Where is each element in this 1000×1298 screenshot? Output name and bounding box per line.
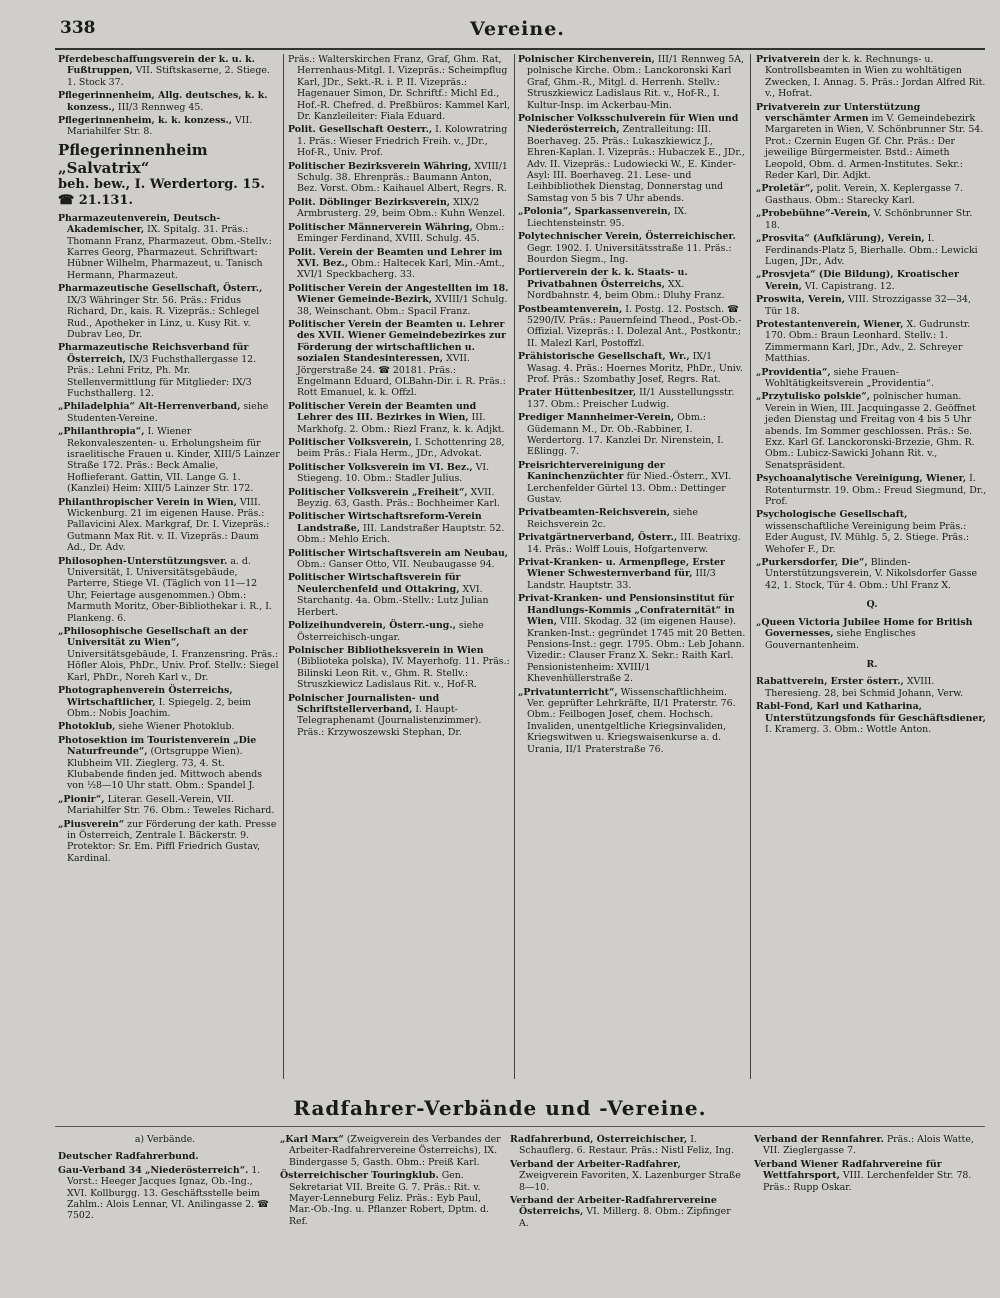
directory-entry bbox=[288, 620, 510, 643]
directory-entry bbox=[288, 124, 510, 158]
entry-body: VII. Mariahilfer Str. 8. bbox=[67, 115, 253, 138]
directory-entry bbox=[58, 213, 280, 281]
entry-title: Gau-Verband 34 „Niederösterreich“. bbox=[58, 1164, 249, 1176]
directory-entry bbox=[288, 645, 510, 691]
entry-title: Privatgärtnerverband, Österr., bbox=[518, 532, 678, 544]
section-column-2 bbox=[280, 1134, 502, 1284]
entry-body: III. Markhofg. 2. Obm.: Riezl Franz, k. k. Adjkt. bbox=[297, 412, 505, 435]
entry-title: Postbeamtenverein, bbox=[518, 303, 623, 315]
entry-title: Pflegerinnenheim „Salvatrix“ bbox=[58, 140, 208, 177]
directory-entry bbox=[288, 247, 510, 281]
section-column-1 bbox=[58, 1134, 272, 1284]
entry-title: Photosektion im Touristenverein „Die Naturfreunde“, bbox=[58, 734, 257, 758]
entry-title: Polytechnischer Verein, Österreichischer. bbox=[518, 231, 736, 243]
entry-title: „Pionir“, bbox=[58, 793, 105, 805]
directory-entry bbox=[518, 304, 746, 350]
entry-title: Rabattverein, Erster österr., bbox=[756, 676, 904, 688]
entry-title: Prater Hüttenbesitzer, bbox=[518, 387, 637, 399]
directory-entry bbox=[756, 557, 988, 591]
entry-title: Pharmazeutenverein, Deutsch-Akademischer, bbox=[58, 212, 221, 236]
page-header bbox=[0, 18, 1000, 48]
directory-entry bbox=[756, 676, 988, 699]
entry-title: Radfahrerbund, Österreichischer, bbox=[510, 1134, 688, 1145]
entry-title: Österreichischer Touringklub. bbox=[280, 1170, 439, 1182]
entry-body: IX/3 Fuchsthallergasse 12. Präs.: Lehni Fritz, Ph. Mr. Stellenvermittlung für Mitglieder: IX/3 Fuchsthallerg. 12. bbox=[67, 353, 257, 399]
directory-entry bbox=[58, 685, 280, 719]
entry-body: III. Landstraßer Hauptstr. 52. Obm.: Mehlo Erich. bbox=[297, 522, 505, 546]
entry-title: Politischer Verein der Beamten und Lehrer des III. Bezirkes in Wien, bbox=[288, 400, 477, 424]
directory-entry bbox=[756, 599, 988, 610]
entry-title: Photoklub, bbox=[58, 721, 116, 733]
directory-entry bbox=[518, 267, 746, 301]
directory-entry bbox=[280, 1170, 502, 1227]
entry-title: Privatverein bbox=[756, 54, 821, 65]
entry-title: Politischer Bezirksverein Währing, bbox=[288, 160, 472, 172]
directory-entry bbox=[288, 572, 510, 618]
entry-body: I. Kramerg. 3. Obm.: Wottle Anton. bbox=[765, 723, 932, 735]
entry-body: XVII. Jörgerstraße 24. ☎ 20181. Präs.: Engelmann Eduard, OLBahn-Dir. i. R. Präs.: Rott Emanuel, k. k. Offzl. bbox=[297, 353, 506, 399]
entry-title: Photographenverein Österreichs, Wirtschaftlicher, bbox=[58, 685, 233, 708]
entry-body: X. Gudrunstr. 170. Obm.: Braun Leonhard. Stellv.: 1. Zimmermann Karl, JDr., Adv., 2. Schreyer Matthias. bbox=[765, 318, 971, 365]
entry-body: III/3 Rennweg 45. bbox=[117, 101, 204, 113]
section-heading: Radfahrer-Verbände und -Vereine. bbox=[293, 1096, 707, 1120]
entry-title: Pferdebeschaffungsverein der k. u. k. Fußtruppen, bbox=[58, 54, 255, 77]
entry-body: Literar. Gesell.-Verein, VII. Mariahilfer Str. 76. Obm.: Teweles Richard. bbox=[67, 793, 275, 817]
directory-entry bbox=[754, 1159, 988, 1193]
column-divider bbox=[514, 54, 515, 1079]
entry-title: Politischer Verein der Angestellten im 18. Wiener Gemeinde-Bezirk, bbox=[288, 282, 509, 306]
entry-body: III. Beatrixg. 14. Präs.: Wolff Louis, Hofgartenverw. bbox=[527, 532, 741, 555]
directory-entry bbox=[288, 197, 510, 220]
column-3 bbox=[518, 54, 746, 1079]
column-divider bbox=[283, 54, 284, 1079]
entry-body: 1. Vorst.: Heeger Jacques Ignaz, Ob.-Ing., XVI. Kollburgg. 13. Geschäftsstelle beim Zahlm.: Alois Lennar, VI. Anilingasse 2. ☎ 7502. bbox=[67, 1164, 269, 1222]
directory-entry bbox=[518, 412, 746, 458]
directory-entry bbox=[58, 497, 280, 554]
entry-title: R. bbox=[866, 658, 878, 670]
directory-entry bbox=[288, 283, 510, 317]
entry-title: Polnischer Volksschulverein für Wien und Niederösterreich, bbox=[518, 113, 739, 136]
directory-entry bbox=[510, 1195, 742, 1229]
directory-entry bbox=[280, 1134, 502, 1168]
entry-body: Blinden-Unterstützungsverein, V. Nikolsdorfer Gasse 42, 1. Stock, Tür 4. Obm.: Uhl Franz X. bbox=[765, 557, 978, 591]
entry-title: „Privatunterricht“, bbox=[518, 686, 618, 698]
directory-entry bbox=[756, 319, 988, 365]
entry-body: VIII. Lerchenfelder Str. 78. Präs.: Rupp Oskar. bbox=[763, 1170, 972, 1193]
entry-title: Pharmazeutische Reichsverband für Österreich, bbox=[58, 342, 249, 365]
entry-body: (Ortsgruppe Wien). Klubheim VII. Zieglerg. 73, 4. St. Klubabende finden jed. Mittwoch abends von ½8—10 Uhr statt. Obm.: Spandel J. bbox=[67, 746, 263, 792]
entry-title: Privat-Kranken- u. Armenpflege, Erster Wiener Schwesternverband für, bbox=[518, 557, 725, 580]
entry-title: Preisrichtervereinigung der Kaninchenzüchter bbox=[518, 459, 665, 483]
directory-entry bbox=[756, 367, 988, 390]
directory-entry bbox=[756, 183, 988, 206]
directory-entry bbox=[754, 1134, 988, 1157]
entry-body: (Zweigverein des Verbandes der Arbeiter-Radfahrervereine Österreichs), IX. Bindergasse 5, Gasth. Obm.: Preiß Karl. bbox=[289, 1134, 501, 1168]
section-rule bbox=[55, 1126, 985, 1127]
entry-title: „Prosvjeta“ (Die Bildung), Kroatischer Verein, bbox=[756, 269, 959, 292]
entry-body: I. Rotenturmstr. 19. Obm.: Freud Siegmund, Dr., Prof. bbox=[765, 473, 987, 508]
directory-entry bbox=[58, 1134, 272, 1145]
entry-body: I. Haupt-Telegraphenamt (Journalistenzimmer). Präs.: Krzywoszewski Stephan, Dr. bbox=[297, 703, 482, 738]
entry-body: Präs.: Alois Watte, VII. Zieglergasse 7. bbox=[763, 1134, 974, 1157]
entry-body: IX. Spitalg. 31. Präs.: Thomann Franz, Pharmazeut. Obm.-Stellv.: Karres Georg, Pharmazeut. Schriftwart: Hübner Wilhelm, Pharmazeut, u. Tanisch Hermann, Pharmazeut. bbox=[67, 224, 272, 281]
entry-body: Zweigverein Favoriten, X. Lazenburger Straße 8—10. bbox=[519, 1170, 741, 1193]
section-column-4 bbox=[754, 1134, 988, 1284]
entry-body: XX. Nordbahnstr. 4, beim Obm.: Dluhy Franz. bbox=[527, 278, 725, 302]
entry-title: „Philosophische Gesellschaft an der Universität zu Wien“, bbox=[58, 626, 248, 649]
directory-entry bbox=[58, 819, 280, 865]
entry-body: Obm.: Güdemann M., Dr. Ob.-Rabbiner, I. Werdertorg. 17. Kanzlei Dr. Nirenstein, I. Eßlingg. 7. bbox=[527, 412, 724, 458]
entry-title: Politischer Wirtschaftsverein für Neulerchenfeld und Ottakring, bbox=[288, 572, 461, 595]
directory-entry bbox=[58, 626, 280, 683]
entry-body: IX. Liechtensteinstr. 95. bbox=[527, 206, 688, 229]
entry-title: Psychologische Gesellschaft, bbox=[756, 509, 908, 521]
entry-body: III/1 Rennweg 5A, polnische Kirche. Obm.: Lanckoronski Karl Graf, Ghm.-R., Mitgl. d. Herrenh. Stellv.: Struszkiewicz Ladislaus Rit. v., Hof-R., I. Kultur-Insp. im Ackerbau-Min. bbox=[527, 54, 745, 111]
entry-body: I. Kolowratring 1. Präs.: Wieser Friedrich Freih. v., JDr., Hof-R., Univ. Prof. bbox=[297, 124, 508, 159]
entry-body: VI. Stiegeng. 10. Obm.: Stadler Julius. bbox=[297, 461, 490, 485]
entry-title: Rabl-Fond, Karl und Katharina, Unterstützungsfonds für Geschäftsdiener, bbox=[756, 701, 986, 724]
directory-entry bbox=[518, 557, 746, 591]
entry-title: „Prosvita“ (Aufklärung), Verein, bbox=[756, 233, 925, 245]
entry-body: Universitätsgebäude, I. Franzensring. Präs.: Höfler Alois, PhDr., Univ. Prof. Stellv.: Siegel Karl, PhDr., Noreh Karl v., Dr. bbox=[67, 648, 279, 683]
entry-body: siehe Englisches Gouvernantenheim. bbox=[765, 628, 916, 651]
directory-entry bbox=[756, 54, 988, 100]
directory-entry bbox=[288, 161, 510, 195]
entry-title: Deutscher Radfahrerbund. bbox=[58, 1151, 199, 1163]
entry-body: polnischer human. Verein in Wien, III. Jacquingasse 2. Geöffnet jeden Dienstag und Freitag von 4 bis 5 Uhr abends. Im Sommer geschlossen. Präs.: Se. Exz. Karl Gf. Lanckoronski-Brzezie, Ghm. R. Obm.: Lubicz-Sawicki Johann Rit. v., Senatspräsident. bbox=[765, 391, 976, 471]
directory-entry bbox=[58, 141, 280, 177]
entry-title: Pflegerinnenheim, k. k. konzess., bbox=[58, 115, 233, 127]
entry-title: „Przytulisko polskie“, bbox=[756, 391, 871, 403]
directory-entry bbox=[756, 701, 988, 735]
directory-entry bbox=[288, 693, 510, 739]
entry-title: Privatbeamten-Reichsverein, bbox=[518, 507, 670, 519]
directory-entry bbox=[58, 426, 280, 494]
directory-entry bbox=[518, 687, 746, 755]
entry-body: I. Postg. 12. Postsch. ☎ 5290/IV. Präs.: Pauernfeind Theod., Post-Ob.-Offizial. Vizepräs.: I. Dolezal Ant., Postkontr.; II. Malezl Karl, Postoffzl. bbox=[527, 303, 742, 349]
entry-title: beh. bew., I. Werdertorg. 15. ☎ 21.131. bbox=[58, 176, 265, 208]
entry-body: Zentralleitung: III. Boerhaveg. 25. Präs.: Lukaszkiewicz J., Ehren-Kaplan. I. Vizepräs.: Hubaczek E., JDr., Adv. II. Vizepräs.: Ludowiecki W., E. Kinder-Asyl: III. Boerhaveg. 21. Lese- und Leihbibliothek Dienstag, Donnerstag und Samstag von 5 bis 7 Uhr abends. bbox=[527, 124, 745, 204]
entry-body: XIX/2 Armbrusterg. 29, beim Obm.: Kuhn Wenzel. bbox=[297, 196, 506, 220]
entry-title: Politischer Verein der Beamten u. Lehrer des XVII. Wiener Gemeindebezirkes zur Förderung der wirtschaftlichen u. sozialen Standesinteressen, bbox=[288, 318, 506, 365]
directory-entry bbox=[510, 1134, 742, 1157]
directory-entry bbox=[756, 617, 988, 651]
entry-body: zur Förderung der kath. Presse in Österreich, Zentrale I. Bäckerstr. 9. Protektor: Sr. Em. Piffl Friedrich Gustav, Kardinal. bbox=[67, 818, 277, 864]
directory-entry bbox=[288, 54, 510, 122]
entry-title: Polnischer Journalisten- und Schriftstellerverband, bbox=[288, 692, 440, 715]
column-2 bbox=[288, 54, 510, 1079]
entry-title: „Polonia“, Sparkassenverein, bbox=[518, 206, 671, 218]
directory-entry bbox=[756, 659, 988, 670]
entry-body: siehe Wiener Photoklub. bbox=[118, 721, 235, 733]
entry-title: Politischer Wirtschaftsreform-Verein Landstraße, bbox=[288, 511, 482, 534]
entry-title: Politischer Volksverein im VI. Bez., bbox=[288, 461, 473, 473]
entry-title: Verband der Arbeiter-Radfahrer, bbox=[510, 1158, 681, 1170]
entry-body: wissenschaftliche Vereinigung beim Präs.: Eder August, IV. Mühlg. 5, 2. Stiege. Präs.: Wehofer F., Dr. bbox=[765, 520, 970, 555]
entry-title: „Piusverein“ bbox=[58, 818, 125, 830]
entry-body: V. Schönbrunner Str. 18. bbox=[765, 208, 973, 231]
directory-entry bbox=[288, 511, 510, 545]
directory-entry bbox=[518, 206, 746, 229]
directory-entry bbox=[58, 556, 280, 624]
entry-title: Psychoanalytische Vereinigung, Wiener, bbox=[756, 473, 967, 485]
entry-title: „Philanthropia“, bbox=[58, 426, 145, 438]
directory-entry bbox=[756, 473, 988, 507]
entry-title: „Philadelphia“ Alt-Herrenverband, bbox=[58, 401, 241, 413]
directory-entry bbox=[58, 177, 280, 209]
entry-title: Politischer Volksverein, bbox=[288, 437, 412, 448]
entry-title: Polit. Gesellschaft Oesterr., bbox=[288, 124, 433, 136]
entry-title: Polit. Döblinger Bezirksverein, bbox=[288, 196, 451, 208]
directory-entry bbox=[756, 391, 988, 471]
directory-entry bbox=[756, 208, 988, 231]
entry-body: a. d. Universität, I. Universitätsgebäude, Parterre, Stiege VI. (Täglich von 11—12 Uhr, Feiertage ausgenommen.) Obm.: Marmuth Moritz, Ober-Bibliothekar i. R., I. Plankeng. 6. bbox=[67, 555, 272, 624]
entry-title: Privat-Kranken- und Pensionsinstitut für Handlungs-Kommis „Confraternität“ in Wien, bbox=[518, 593, 735, 628]
entry-body: VIII. Wickenburg. 21 im eigenen Hause. Präs.: Pallavicini Alex. Markgraf, Dr. I. Vizepräs.: Gutmann Max Rit. v. II. Vizepräs.: Daum Ad., Dr. Adv. bbox=[67, 496, 270, 554]
running-title: Vereine. bbox=[470, 18, 565, 40]
entry-title: Proswita, Verein, bbox=[756, 294, 846, 306]
directory-entry bbox=[288, 319, 510, 399]
entry-body: Obm.: Ganser Otto, VII. Neubaugasse 94. bbox=[297, 559, 495, 571]
directory-entry bbox=[288, 548, 510, 571]
entry-body: siehe Österreichisch-ungar. bbox=[297, 620, 484, 643]
entry-body: I. Wiener Rekonvaleszenten- u. Erholungsheim für israelitische Frauen u. Kinder, XIII/5 Lainzer Straße 172. Präs.: Beck Amalie, Hoflieferant. Gattin, VII. Lange G. 1. (Kanzlei) Heim: XIII/5 Lainzer Str. 172. bbox=[67, 426, 280, 495]
directory-entry bbox=[756, 509, 988, 555]
entry-body: für Nied.-Österr., XVI. Lerchenfelder Gürtel 13. Obm.: Dettinger Gustav. bbox=[527, 471, 732, 506]
entry-body: siehe Reichsverein 2c. bbox=[527, 507, 698, 530]
directory-entry bbox=[518, 54, 746, 111]
directory-entry bbox=[756, 294, 988, 317]
entry-title: Polizeihundverein, Österr.-ung., bbox=[288, 620, 456, 632]
entry-title: a) Verbände. bbox=[134, 1134, 196, 1145]
entry-body: siehe Frauen-Wohltätigkeitsverein „Providentia“. bbox=[765, 366, 934, 389]
entry-title: Pharmazeutische Gesellschaft, Österr., bbox=[58, 283, 263, 295]
entry-body: Gegr. 1902. I. Universitätsstraße 11. Präs.: Bourdon Siegm., Ing. bbox=[527, 242, 732, 265]
column-divider bbox=[750, 54, 751, 1079]
directory-entry bbox=[510, 1159, 742, 1193]
directory-entry bbox=[518, 231, 746, 265]
entry-body: XVIII/1 Schulg. 38. Ehrenpräs.: Baumann Anton, Bez. Vorst. Obm.: Kaihauel Albert, Regrs. R. bbox=[297, 160, 508, 195]
entry-title: Privatverein zur Unterstützung verschämter Armen bbox=[756, 101, 921, 125]
directory-entry bbox=[518, 351, 746, 385]
directory-entry bbox=[58, 115, 280, 138]
directory-entry bbox=[58, 1165, 272, 1222]
entry-body: VII. Stiftskaserne, 2. Stiege. 1. Stock 37. bbox=[67, 65, 270, 88]
directory-entry bbox=[288, 462, 510, 485]
entry-title: Politischer Wirtschaftsverein am Neubau, bbox=[288, 547, 509, 559]
directory-entry bbox=[58, 401, 280, 424]
entry-body: Wissenschaftlichheim. Ver. geprüfter Lehrkräfte, II/1 Praterstr. 76. Obm.: Feilbogen Josef, chem. Hochsch. Invaliden, unentgeltliche Kriegsinvaliden, Kriegswitwen u. Kriegswaisenkurse a. d. Urania, II/1 Praterstraße 76. bbox=[527, 686, 736, 755]
entry-title: „Providentia“, bbox=[756, 366, 831, 378]
entry-body: Präs.: Walterskirchen Franz, Graf, Ghm. Rat, Herrenhaus-Mitgl. I. Vizepräs.: Scheimpflug Karl, JDr., Sekt.-R. i. P. II. Vizepräs.: Hagenauer Simon, Dr. Schriftf.: Michl Ed., Hof.-R. Chefred. d. Preßbüros: Kammel Karl, Dr. Kanzleileiter: Fiala Eduard. bbox=[288, 54, 510, 123]
entry-body: der k. k. Rechnungs- u. Kontrollsbeamten in Wien zu wohltätigen Zwecken, I. Annag. 5. Präs.: Jordan Alfred Rit. v., Hofrat. bbox=[765, 54, 986, 100]
entry-title: Politischer Männerverein Währing, bbox=[288, 221, 473, 233]
directory-entry bbox=[518, 387, 746, 410]
entry-title: Prähistorische Gesellschaft, Wr., bbox=[518, 351, 690, 363]
entry-body: VI. Millerg. 8. Obm.: Zipfinger A. bbox=[519, 1206, 731, 1229]
entry-title: Polnischer Bibliotheksverein in Wien bbox=[288, 644, 484, 656]
directory-entry bbox=[518, 460, 746, 506]
entry-body: VI. Capistrang. 12. bbox=[804, 280, 895, 292]
entry-title: „Proletär“, bbox=[756, 183, 814, 195]
directory-entry bbox=[58, 54, 280, 88]
header-rule bbox=[55, 48, 985, 50]
entry-body: III/3 Landstr. Hauptstr. 33. bbox=[527, 568, 716, 591]
entry-body: XVI. Starchantg. 4a. Obm.-Stellv.: Lutz Julian Herbert. bbox=[297, 583, 489, 618]
directory-entry bbox=[756, 233, 988, 267]
directory-entry bbox=[288, 487, 510, 510]
entry-title: Politischer Volksverein „Freiheit“, bbox=[288, 486, 468, 498]
entry-title: Polit. Verein der Beamten und Lehrer im XVI. Bez., bbox=[288, 246, 503, 269]
entry-title: Portierverein der k. k. Staats- u. Privatbahnen Österreichs, bbox=[518, 267, 688, 290]
entry-title: Verband der Arbeiter-Radfahrervereine Österreichs, bbox=[510, 1195, 717, 1218]
entry-body: XVIII/1 Schulg. 38, Weinschant. Obm.: Spacil Franz. bbox=[297, 294, 508, 317]
entry-title: Philosophen-Unterstützungsver. bbox=[58, 555, 228, 567]
entry-body: im V. Gemeindebezirk Margareten in Wien, V. Schönbrunner Str. 54. Prot.: Czernin Eugen Gf. Chr. Präs.: Der jeweilige Bürgermeister. Bstd.: Aimeth Leopold, Obm. d. Armen-Institutes. Sekr.: Reder Karl, Dir. Adjkt. bbox=[765, 113, 984, 182]
entry-body: VIII. Strozzigasse 32—34, Tür 18. bbox=[765, 294, 971, 317]
entry-body: VIII. Skodag. 32 (im eigenen Hause). Kranken-Inst.: gegründet 1745 mit 20 Betten. Pensions-Inst.: gegr. 1795. Obm.: Leb Johann. Vizedir.: Clauser Franz X. Sekr.: Raith Karl. Pensionistenheim: XVIII/1 Khevenhüllerstraße 2. bbox=[527, 616, 746, 685]
entry-body: XVIII. Theresieng. 28, bei Schmid Johann, Verw. bbox=[765, 676, 964, 699]
entry-body: XVII. Beyzig. 63, Gasth. Präs.: Bochheimer Karl. bbox=[297, 486, 500, 510]
directory-entry bbox=[756, 269, 988, 292]
entry-title: Verband Wiener Radfahrvereine für Wettfahrsport, bbox=[754, 1158, 942, 1182]
entry-body: Gen. Sekretariat VII. Breite G. 7. Präs.: Rit. v. Mayer-Lenneburg Feliz. Präs.: Eyb Paul, Mar.-Ob.-Ing. u. Pflanzer Robert, Dptm. d. Ref. bbox=[289, 1170, 490, 1227]
entry-body: I. Schottenring 28, beim Präs.: Fiala Herm., JDr., Advokat. bbox=[297, 437, 505, 460]
directory-entry bbox=[58, 90, 280, 113]
directory-entry bbox=[518, 593, 746, 684]
entry-title: „Probebühne“-Verein, bbox=[756, 208, 871, 220]
entry-body: polit. Verein, X. Keplergasse 7. Gasthaus. Obm.: Starecky Karl. bbox=[765, 183, 964, 206]
entry-body: II/1 Ausstellungsstr. 137. Obm.: Preischer Ludwig. bbox=[527, 387, 735, 410]
page-number: 338 bbox=[60, 18, 96, 38]
entry-body: siehe Studenten-Vereine. bbox=[67, 401, 269, 424]
entry-body: IX/3 Währinger Str. 56. Präs.: Fridus Richard, Dr., kais. R. Vizepräs.: Schlegel Rud., Apotheker in Linz, u. Kusy Rit. v. Dubrav Leo, Dr. bbox=[67, 294, 260, 340]
entry-title: Protestantenverein, Wiener, bbox=[756, 318, 904, 330]
directory-entry bbox=[288, 437, 510, 460]
directory-entry bbox=[58, 794, 280, 817]
directory-entry bbox=[58, 721, 280, 732]
directory-entry bbox=[58, 1151, 272, 1162]
entry-title: Polnischer Kirchenverein, bbox=[518, 54, 655, 65]
entry-body: IX/1 Wasag. 4. Präs.: Hoernes Moritz, PhDr., Univ. Prof. Präs.: Szombathy Josef, Regrs. Rat. bbox=[527, 351, 743, 385]
directory-entry bbox=[518, 113, 746, 204]
entry-title: „Queen Victoria Jubilee Home for British Governesses, bbox=[756, 616, 973, 640]
column-1 bbox=[58, 54, 280, 1079]
directory-entry bbox=[756, 102, 988, 182]
entry-title: „Karl Marx“ bbox=[280, 1134, 344, 1145]
entry-body: I. Schauflerg. 6. Restaur. Präs.: Nistl Feliz, Ing. bbox=[519, 1134, 734, 1157]
entry-body: Obm.: Eminger Ferdinand, XVIII. Schulg. 45. bbox=[297, 221, 505, 245]
entry-body: Obm.: Haltecek Karl, Min.-Amt., XVI/1 Speckbacherg. 33. bbox=[297, 257, 505, 281]
directory-entry bbox=[518, 532, 746, 555]
directory-entry bbox=[58, 342, 280, 399]
directory-entry bbox=[288, 401, 510, 435]
entry-title: Q. bbox=[866, 599, 878, 611]
entry-title: „Purkersdorfer, Die“, bbox=[756, 557, 868, 569]
entry-title: Verband der Rennfahrer. bbox=[754, 1134, 884, 1145]
directory-entry bbox=[288, 222, 510, 245]
directory-entry bbox=[58, 283, 280, 340]
entry-body: I. Spiegelg. 2, beim Obm.: Nobis Joachim. bbox=[67, 696, 252, 719]
entry-body: (Biblioteka polska), IV. Mayerhofg. 11. Präs.: Bilinski Leon Rit. v., Ghm. R. Stellv.: Struszkiewicz Ladislaus Rit. v., Hof-R. bbox=[297, 656, 510, 691]
section-column-3 bbox=[510, 1134, 742, 1284]
entry-title: Pflegerinnenheim, Allg. deutsches, k. k. konzess., bbox=[58, 90, 268, 113]
entry-title: Philanthropischer Verein in Wien, bbox=[58, 496, 237, 508]
directory-entry bbox=[58, 735, 280, 792]
entry-body: I. Ferdinands-Platz 5, Bierhalle. Obm.: Lewicki Lugen, JDr., Adv. bbox=[765, 233, 978, 267]
entry-title: Prediger Mannheimer-Verein, bbox=[518, 412, 675, 424]
column-4 bbox=[756, 54, 988, 1079]
directory-entry bbox=[518, 507, 746, 530]
